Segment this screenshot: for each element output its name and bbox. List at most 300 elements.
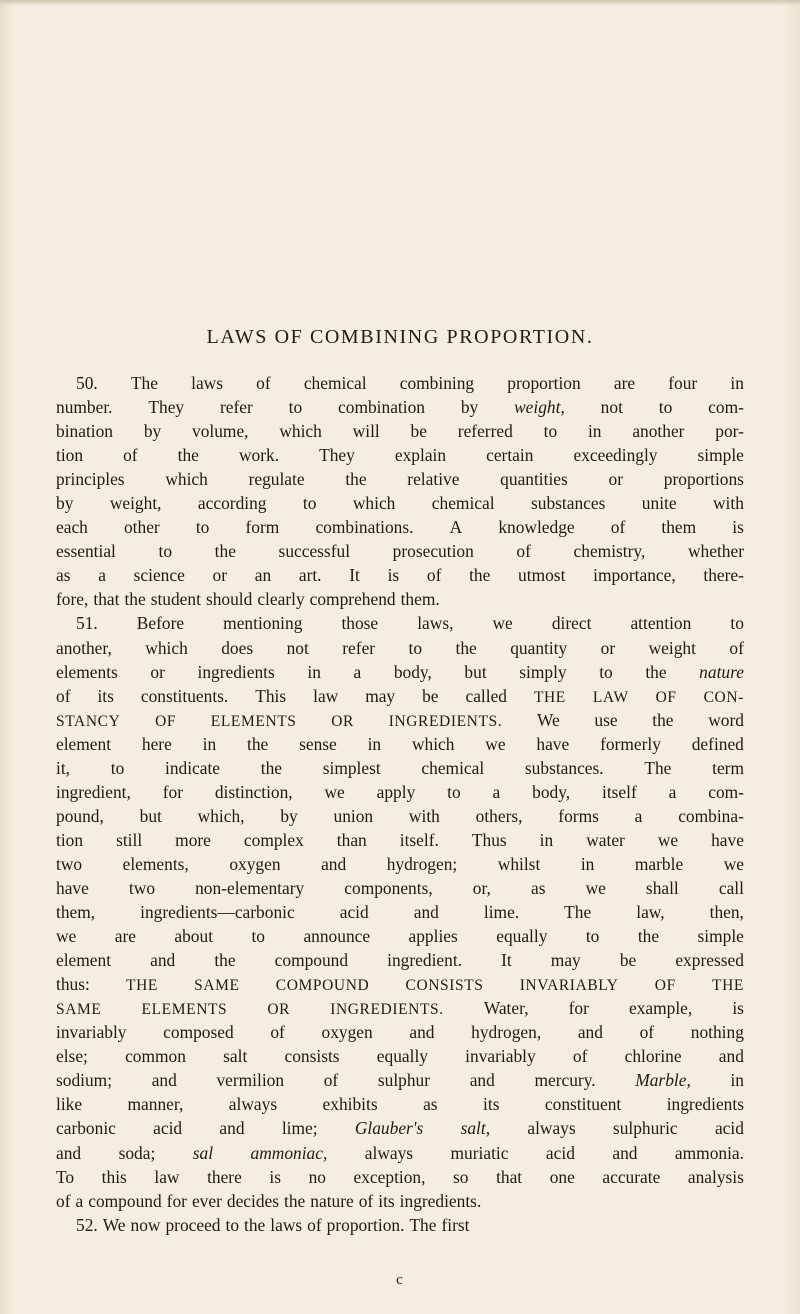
- word: hydrogen;: [386, 853, 458, 874]
- word: comprehend: [309, 589, 396, 610]
- word: weight,: [514, 397, 565, 418]
- text-line: [56, 924, 744, 948]
- word: nature: [699, 661, 744, 682]
- word: this: [101, 1166, 127, 1187]
- word: It: [501, 950, 512, 971]
- word: CONSISTS: [405, 977, 484, 995]
- word: whether: [687, 541, 744, 562]
- word: ammoniac,: [250, 1142, 328, 1163]
- text-line: [56, 780, 744, 804]
- word: mercury.: [534, 1070, 596, 1091]
- word: por-: [715, 421, 744, 442]
- word: attention: [630, 613, 692, 634]
- word: lime;: [281, 1118, 318, 1139]
- body-text: [56, 371, 744, 1237]
- word: body,: [393, 661, 432, 682]
- word: laws: [270, 1214, 303, 1235]
- text-line: [56, 756, 744, 780]
- word: substances.: [524, 757, 604, 778]
- word: simplest: [322, 757, 381, 778]
- word: should: [205, 589, 253, 610]
- word: The: [564, 902, 592, 923]
- word: We: [102, 1214, 126, 1235]
- word: chemical: [303, 373, 367, 393]
- word: carbonic: [56, 1118, 116, 1139]
- word: weight: [648, 637, 696, 658]
- word: ingredients: [197, 661, 275, 682]
- word: constituent: [544, 1094, 622, 1115]
- word: but: [464, 661, 487, 682]
- word: or: [212, 565, 228, 586]
- word: so: [453, 1166, 469, 1187]
- word: SAME: [194, 977, 240, 995]
- word: Before: [136, 613, 185, 634]
- word: the: [652, 709, 674, 730]
- word: laws,: [417, 613, 454, 634]
- word: unite: [641, 493, 677, 514]
- word: ammonia.: [674, 1142, 744, 1163]
- word: exception,: [353, 1166, 426, 1187]
- word: to: [730, 613, 744, 634]
- word: we: [585, 877, 606, 898]
- word: in: [587, 421, 602, 442]
- word: called: [465, 685, 507, 706]
- word: They: [148, 397, 185, 418]
- word: and: [577, 1022, 603, 1043]
- word: chemical: [431, 493, 495, 514]
- word: whilst: [497, 853, 541, 874]
- word: we: [657, 829, 679, 850]
- word: announce: [303, 926, 371, 947]
- text-line: [56, 900, 744, 924]
- word: word: [708, 709, 744, 730]
- word: thus:: [56, 974, 90, 995]
- word: equally: [496, 926, 548, 947]
- word: which: [279, 421, 322, 442]
- word: quantity: [510, 637, 568, 658]
- word: other: [123, 517, 160, 538]
- word: tion: [56, 445, 84, 466]
- word: which: [411, 733, 455, 754]
- word: of: [323, 1070, 339, 1091]
- word: them: [661, 517, 697, 538]
- word: INVARIABLY: [519, 977, 619, 995]
- word: which: [145, 637, 188, 658]
- word: of: [610, 517, 626, 538]
- word: for: [568, 998, 589, 1019]
- word: in: [730, 373, 744, 393]
- word: oxygen: [321, 1022, 373, 1043]
- word: is: [269, 1166, 281, 1187]
- word: consists: [284, 1046, 340, 1067]
- word: be: [619, 950, 637, 971]
- word: by: [143, 421, 162, 442]
- word: one: [549, 1166, 575, 1187]
- word: simply: [519, 661, 567, 682]
- word: the: [455, 637, 477, 658]
- word: decides: [226, 1190, 280, 1211]
- word: have: [536, 733, 570, 754]
- text-line: [56, 371, 744, 395]
- word: essential: [56, 541, 116, 562]
- word: quantities: [500, 469, 568, 490]
- word: of: [516, 541, 531, 562]
- text-line: [56, 684, 744, 708]
- word: water: [586, 829, 625, 850]
- word: the: [124, 589, 146, 610]
- word: combinations.: [315, 517, 414, 538]
- word: combina-: [678, 805, 744, 826]
- word: 51.: [76, 613, 98, 634]
- word: Water,: [483, 998, 529, 1019]
- word: in: [580, 853, 595, 874]
- word: and: [219, 1118, 245, 1139]
- word: about: [174, 926, 214, 947]
- word: to: [302, 493, 317, 514]
- word: of: [729, 637, 744, 658]
- word: direct: [551, 613, 592, 634]
- word: to: [599, 661, 613, 682]
- word: in: [202, 733, 217, 754]
- word: by: [280, 805, 298, 826]
- word: and: [718, 1046, 744, 1067]
- word: law: [154, 1166, 180, 1187]
- text-line: [56, 443, 744, 467]
- text-line: [56, 611, 744, 635]
- word: salt: [223, 1046, 248, 1067]
- word: not: [600, 397, 623, 418]
- word: with: [408, 805, 440, 826]
- word: ingredient,: [56, 781, 131, 802]
- word: volume,: [192, 421, 249, 442]
- word: a: [634, 805, 643, 826]
- word: lime.: [483, 902, 520, 923]
- word: exhibits: [322, 1094, 378, 1115]
- word: in: [539, 829, 554, 850]
- word: element: [56, 733, 112, 754]
- word: four: [668, 373, 698, 393]
- word: tion: [56, 829, 84, 850]
- word: COMPOUND: [275, 977, 370, 995]
- word: OF: [655, 688, 677, 706]
- word: We: [536, 709, 560, 730]
- word: for: [166, 1190, 187, 1211]
- word: formerly: [600, 733, 661, 754]
- text-line: [56, 972, 744, 996]
- word: To: [56, 1166, 75, 1187]
- word: LAW: [592, 688, 629, 706]
- word: for: [162, 781, 183, 802]
- word: They: [319, 445, 355, 466]
- word: by: [56, 493, 74, 514]
- word: ingredients: [666, 1094, 744, 1115]
- word: 50.: [76, 373, 98, 393]
- word: each: [56, 517, 88, 538]
- word: in: [730, 1070, 744, 1091]
- word: the: [645, 661, 667, 682]
- text-line: [56, 1213, 744, 1237]
- word: law: [313, 685, 339, 706]
- word: sulphuric: [612, 1118, 678, 1139]
- word: a: [75, 1190, 84, 1211]
- word: hydrogen,: [471, 1022, 542, 1043]
- word: ever: [191, 1190, 222, 1211]
- word: sense: [299, 733, 337, 754]
- word: compound: [88, 1190, 162, 1211]
- word: the: [214, 541, 236, 562]
- word: The: [409, 1214, 437, 1235]
- word: example,: [628, 998, 693, 1019]
- word: or,: [472, 877, 491, 898]
- word: of: [270, 1022, 285, 1043]
- word: those: [341, 613, 379, 634]
- word: salt,: [460, 1118, 491, 1139]
- word: the: [637, 926, 660, 947]
- word: CON-: [703, 688, 744, 706]
- text-line: [56, 636, 744, 660]
- word: we: [324, 781, 345, 802]
- word: are: [613, 373, 636, 393]
- word: that: [93, 589, 120, 610]
- word: substances: [530, 493, 606, 514]
- word: to: [225, 1214, 240, 1235]
- word: explain: [394, 445, 447, 466]
- word: then,: [709, 902, 744, 923]
- word: acid: [714, 1118, 744, 1139]
- text-line: [56, 1044, 744, 1068]
- word: art.: [298, 565, 322, 586]
- word: union: [333, 805, 374, 826]
- word: body,: [532, 781, 571, 802]
- word: them.: [400, 589, 440, 610]
- word: the: [177, 445, 199, 466]
- word: the: [214, 950, 236, 971]
- word: marble: [634, 853, 684, 874]
- word: analysis: [687, 1166, 744, 1187]
- text-line: [56, 1116, 744, 1140]
- word: itself: [601, 781, 637, 802]
- word: knowledge: [498, 517, 575, 538]
- word: proportion: [507, 373, 581, 393]
- word: more: [175, 829, 211, 850]
- word: The: [130, 373, 158, 393]
- word: weight,: [109, 493, 162, 514]
- word: OF: [654, 977, 676, 995]
- word: to: [110, 757, 125, 778]
- text-line: [56, 1141, 744, 1165]
- word: refer: [219, 397, 253, 418]
- word: common: [125, 1046, 186, 1067]
- word: here: [141, 733, 172, 754]
- word: muriatic: [450, 1142, 509, 1163]
- word: ingredient.: [387, 950, 463, 971]
- word: proportions: [663, 469, 744, 490]
- word: another,: [56, 637, 112, 658]
- word: proportion.: [326, 1214, 405, 1235]
- word: a: [492, 781, 501, 802]
- word: A: [449, 517, 463, 538]
- word: its: [483, 1094, 500, 1115]
- word: utmost: [518, 565, 566, 586]
- word: to: [251, 926, 265, 947]
- word: shall: [645, 877, 679, 898]
- word: referred: [457, 421, 513, 442]
- text-line: [56, 996, 744, 1020]
- word: two: [128, 877, 156, 898]
- word: of: [256, 373, 271, 393]
- word: INGREDIENTS.: [330, 1001, 444, 1019]
- text-line: [56, 587, 744, 611]
- word: or: [150, 661, 165, 682]
- text-line: [56, 660, 744, 684]
- word: and: [150, 950, 176, 971]
- word: com-: [708, 781, 744, 802]
- word: OR: [331, 712, 354, 730]
- word: Thus: [471, 829, 507, 850]
- word: a: [668, 781, 677, 802]
- word: to: [543, 421, 558, 442]
- word: invariably: [56, 1022, 127, 1043]
- word: be: [422, 685, 439, 706]
- word: acid: [545, 1142, 575, 1163]
- word: forms: [558, 805, 599, 826]
- word: of: [572, 1046, 588, 1067]
- word: or: [608, 469, 624, 490]
- word: form: [245, 517, 280, 538]
- word: always: [364, 1142, 414, 1163]
- word: ELEMENTS: [210, 712, 297, 730]
- word: of: [639, 1022, 655, 1043]
- word: and: [409, 1022, 435, 1043]
- word: or: [600, 637, 616, 658]
- word: This: [255, 685, 287, 706]
- word: as: [530, 877, 546, 898]
- word: certain: [486, 445, 534, 466]
- word: not: [286, 637, 309, 658]
- word: composed: [163, 1022, 234, 1043]
- word: with: [713, 493, 744, 514]
- word: and: [151, 1070, 177, 1091]
- word: com-: [708, 397, 744, 418]
- word: be: [410, 421, 427, 442]
- word: as: [56, 565, 71, 586]
- word: a: [98, 565, 106, 586]
- word: applies: [408, 926, 458, 947]
- word: importance,: [593, 565, 676, 586]
- text-line: [56, 563, 744, 587]
- word: soda;: [118, 1142, 156, 1163]
- word: to: [447, 781, 461, 802]
- word: components,: [344, 877, 433, 898]
- word: them,: [56, 902, 96, 923]
- word: of: [56, 685, 71, 706]
- top-edge-shadow: [0, 0, 800, 6]
- word: constituents.: [140, 685, 229, 706]
- word: It: [349, 565, 360, 586]
- word: of: [307, 1214, 322, 1235]
- word: number.: [56, 397, 113, 418]
- text-line: [56, 539, 744, 563]
- word: may: [365, 685, 396, 706]
- word: in: [367, 733, 382, 754]
- word: to: [408, 637, 423, 658]
- word: elements: [56, 661, 118, 682]
- word: The: [644, 757, 672, 778]
- word: sal: [192, 1142, 214, 1163]
- word: another: [632, 421, 685, 442]
- word: it,: [56, 757, 71, 778]
- word: a: [353, 661, 362, 682]
- word: combining: [399, 373, 475, 393]
- word: use: [594, 709, 618, 730]
- word: bination: [56, 421, 113, 442]
- word: simple: [697, 445, 744, 466]
- word: two: [56, 853, 83, 874]
- word: its: [97, 685, 114, 706]
- word: relative: [407, 469, 460, 490]
- word: regulate: [248, 469, 305, 490]
- word: chemical: [421, 757, 485, 778]
- word: will: [352, 421, 380, 442]
- word: no: [308, 1166, 326, 1187]
- word: we: [492, 613, 513, 634]
- word: an: [254, 565, 272, 586]
- word: which: [165, 469, 208, 490]
- word: to: [288, 397, 303, 418]
- word: simple: [697, 926, 744, 947]
- word: acid: [153, 1118, 183, 1139]
- word: student: [150, 589, 201, 610]
- word: of: [123, 445, 138, 466]
- word: Glauber's: [354, 1118, 424, 1139]
- word: compound: [274, 950, 349, 971]
- word: first: [441, 1214, 470, 1235]
- word: fore,: [56, 589, 89, 610]
- word: mentioning: [223, 613, 303, 634]
- word: THE: [712, 977, 744, 995]
- word: of: [358, 1190, 374, 1211]
- signature-mark: c: [396, 1272, 404, 1288]
- word: manner,: [127, 1094, 184, 1115]
- word: element: [56, 950, 112, 971]
- word: may: [550, 950, 581, 971]
- word: vermilion: [216, 1070, 285, 1091]
- text-line: [56, 708, 744, 732]
- word: nothing: [690, 1022, 744, 1043]
- word: oxygen: [229, 853, 281, 874]
- word: the: [345, 469, 367, 490]
- word: ingredients—carbonic: [140, 902, 295, 923]
- text-line: [56, 804, 744, 828]
- word: to: [195, 517, 210, 538]
- text-line: [56, 1092, 744, 1116]
- word: STANCY: [56, 712, 121, 730]
- word: term: [712, 757, 744, 778]
- word: Marble,: [635, 1070, 691, 1091]
- word: which,: [197, 805, 245, 826]
- page-title: LAWS OF COMBINING PROPORTION.: [206, 326, 594, 348]
- word: apply: [376, 781, 416, 802]
- word: call: [718, 877, 744, 898]
- word: equally: [376, 1046, 428, 1067]
- word: there: [207, 1166, 242, 1187]
- word: pound,: [56, 805, 104, 826]
- text-line: [56, 948, 744, 972]
- word: in: [307, 661, 321, 682]
- word: THE: [533, 688, 566, 706]
- word: is: [732, 998, 744, 1019]
- text-line: [56, 467, 744, 491]
